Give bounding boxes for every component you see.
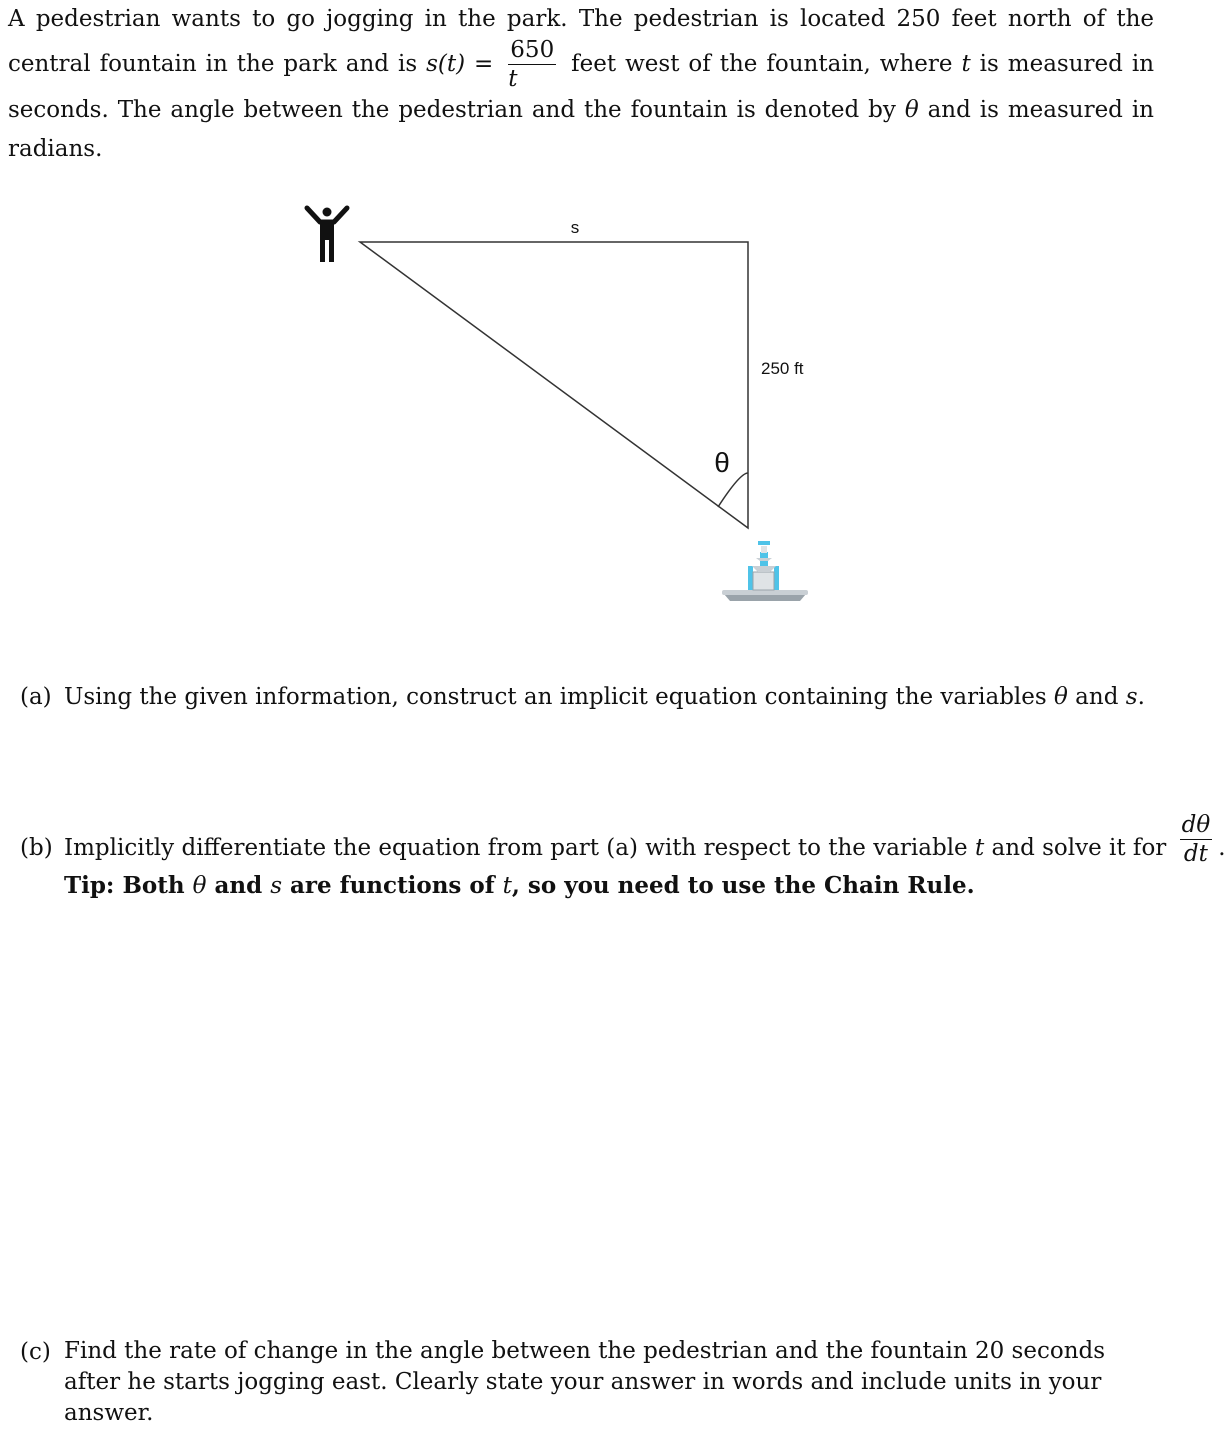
- right-triangle: [360, 242, 748, 528]
- part-a: (a) Using the given information, construct an implicit equation containing the variables θ and s.: [20, 681, 1154, 713]
- s-label: s: [570, 218, 580, 237]
- triangle-figure: [0, 0, 1170, 640]
- problem-intro: A pedestrian wants to go jogging in the park. The pedestrian is located 250 feet north of the central fountain in the park and is s(t) = $\frac{650}{t}$ feet west of the fountain, where t is measured in seconds. The angle between the pedestrian and the fountain is denoted by θ and is measured in radians.: [8, 6, 1155, 162]
- height-label: 250 ft: [761, 359, 804, 378]
- part-b: (b) Implicitly differentiate the equation from part (a) with respect to the variable t and solve it for $\frac{d\theta}{dt}$ . Tip: Both θ and s are functions of t, so you need to use the Chain Rule.: [20, 832, 1154, 902]
- s-function: s(t): [426, 51, 466, 77]
- s-fraction: $\frac{650}{t}$: [508, 37, 555, 92]
- part-c-label: (c): [20, 1339, 51, 1365]
- part-a-label: (a): [20, 684, 52, 710]
- dtheta-dt-fraction: $\frac{d\theta}{dt}$: [1181, 812, 1211, 867]
- part-b-tip: Tip: Both θ and s are functions of t, so you need to use the Chain Rule.: [64, 872, 975, 899]
- person-arms-raised-icon: [307, 208, 347, 263]
- theta-label: θ: [714, 447, 730, 478]
- fountain-icon: [722, 541, 808, 601]
- angle-arc: [718, 473, 748, 507]
- part-b-label: (b): [20, 835, 53, 861]
- part-c: (c) Find the rate of change in the angle between the pedestrian and the fountain 20 seconds after he starts jogging east. Clearly state your answer in words and include units in your answer.: [20, 1338, 1106, 1426]
